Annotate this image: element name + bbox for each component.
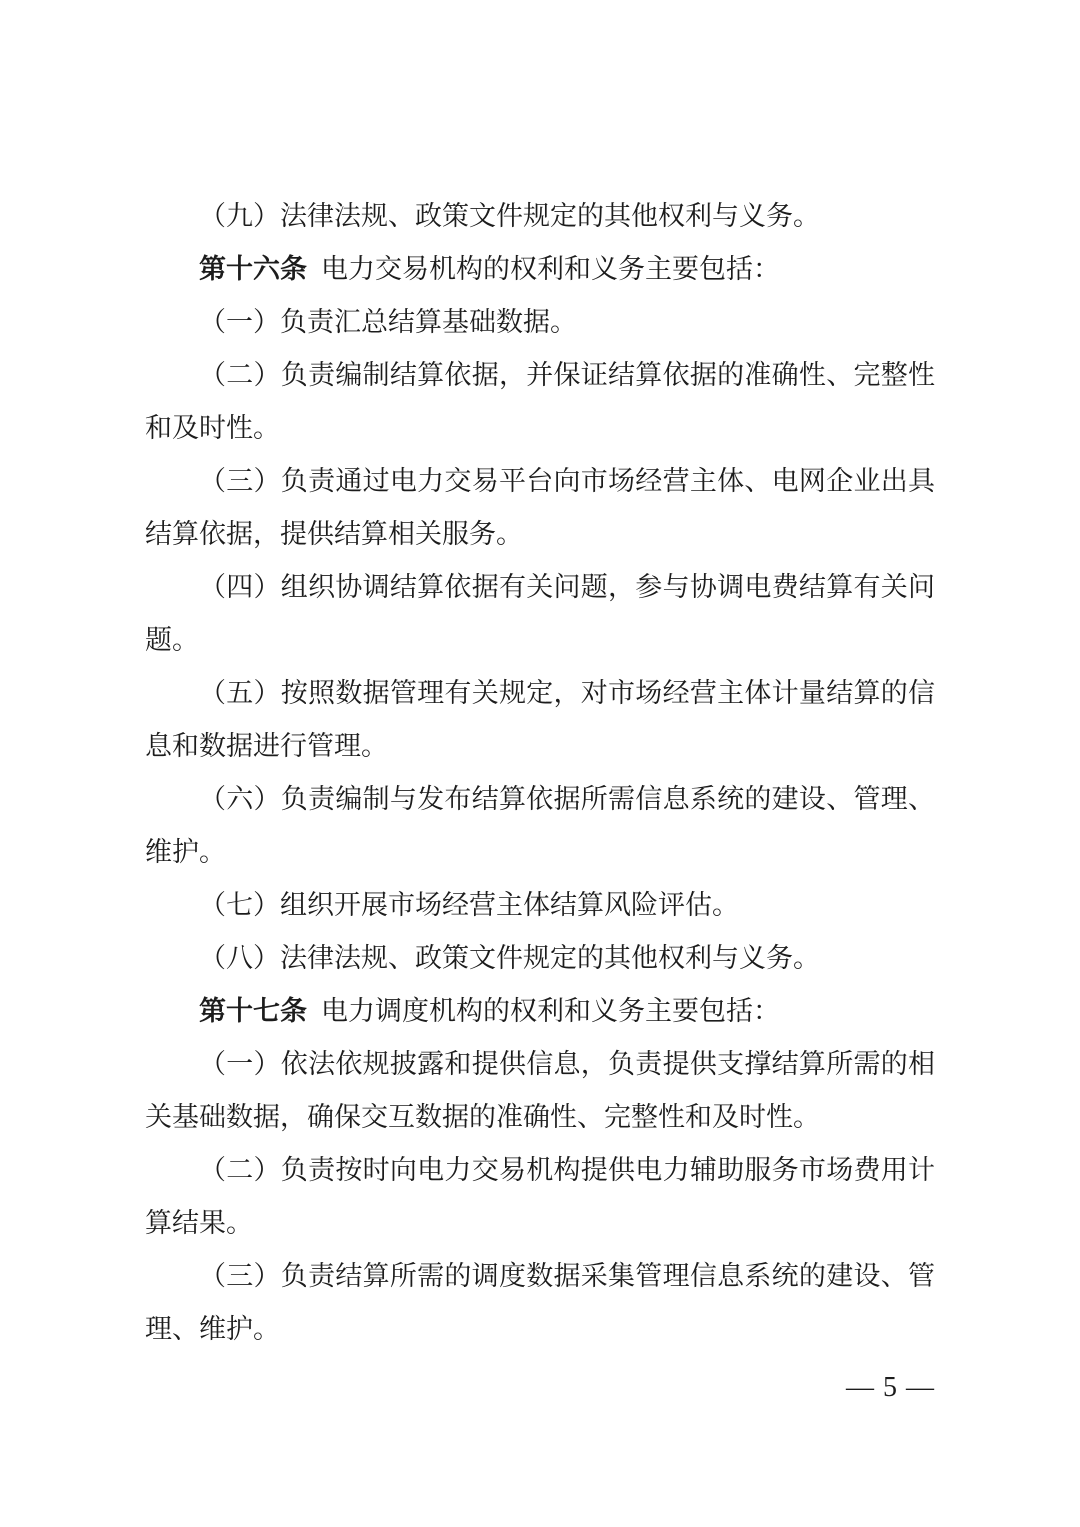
paragraph-text: （七）组织开展市场经营主体结算风险评估。 — [199, 890, 739, 920]
paragraph — [145, 667, 935, 773]
document-body — [145, 190, 935, 1356]
paragraph-text: （二）负责按时向电力交易机构提供电力辅助服务市场费用计算结果。 — [145, 1155, 935, 1238]
paragraph — [145, 773, 935, 879]
paragraph-text: 电力交易机构的权利和义务主要包括： — [321, 254, 780, 284]
page-number: — 5 — — [846, 1372, 935, 1403]
paragraph-text: （一）依法依规披露和提供信息，负责提供支撑结算所需的相关基础数据，确保交互数据的准确性、完整性和及时性。 — [145, 1049, 935, 1132]
paragraph — [145, 932, 935, 985]
paragraph-text: （六）负责编制与发布结算依据所需信息系统的建设、管理、维护。 — [145, 784, 935, 867]
paragraph — [145, 190, 935, 243]
article-number: 第十六条 — [199, 254, 307, 284]
paragraph-article-17 — [145, 985, 935, 1038]
paragraph — [145, 879, 935, 932]
paragraph — [145, 561, 935, 667]
paragraph — [145, 1250, 935, 1356]
paragraph — [145, 296, 935, 349]
paragraph-text: （二）负责编制结算依据，并保证结算依据的准确性、完整性和及时性。 — [145, 360, 935, 443]
paragraph — [145, 349, 935, 455]
paragraph-article-16 — [145, 243, 935, 296]
paragraph-text: （一）负责汇总结算基础数据。 — [199, 307, 577, 337]
paragraph — [145, 1144, 935, 1250]
paragraph-text: （四）组织协调结算依据有关问题，参与协调电费结算有关问题。 — [145, 572, 935, 655]
paragraph-text: 电力调度机构的权利和义务主要包括： — [321, 996, 780, 1026]
paragraph — [145, 455, 935, 561]
article-number: 第十七条 — [199, 996, 307, 1026]
paragraph-text: （九）法律法规、政策文件规定的其他权利与义务。 — [199, 201, 820, 231]
paragraph-text: （五）按照数据管理有关规定，对市场经营主体计量结算的信息和数据进行管理。 — [145, 678, 935, 761]
paragraph-text: （三）负责通过电力交易平台向市场经营主体、电网企业出具结算依据，提供结算相关服务。 — [145, 466, 935, 549]
paragraph — [145, 1038, 935, 1144]
paragraph-text: （三）负责结算所需的调度数据采集管理信息系统的建设、管理、维护。 — [145, 1261, 935, 1344]
paragraph-text: （八）法律法规、政策文件规定的其他权利与义务。 — [199, 943, 820, 973]
